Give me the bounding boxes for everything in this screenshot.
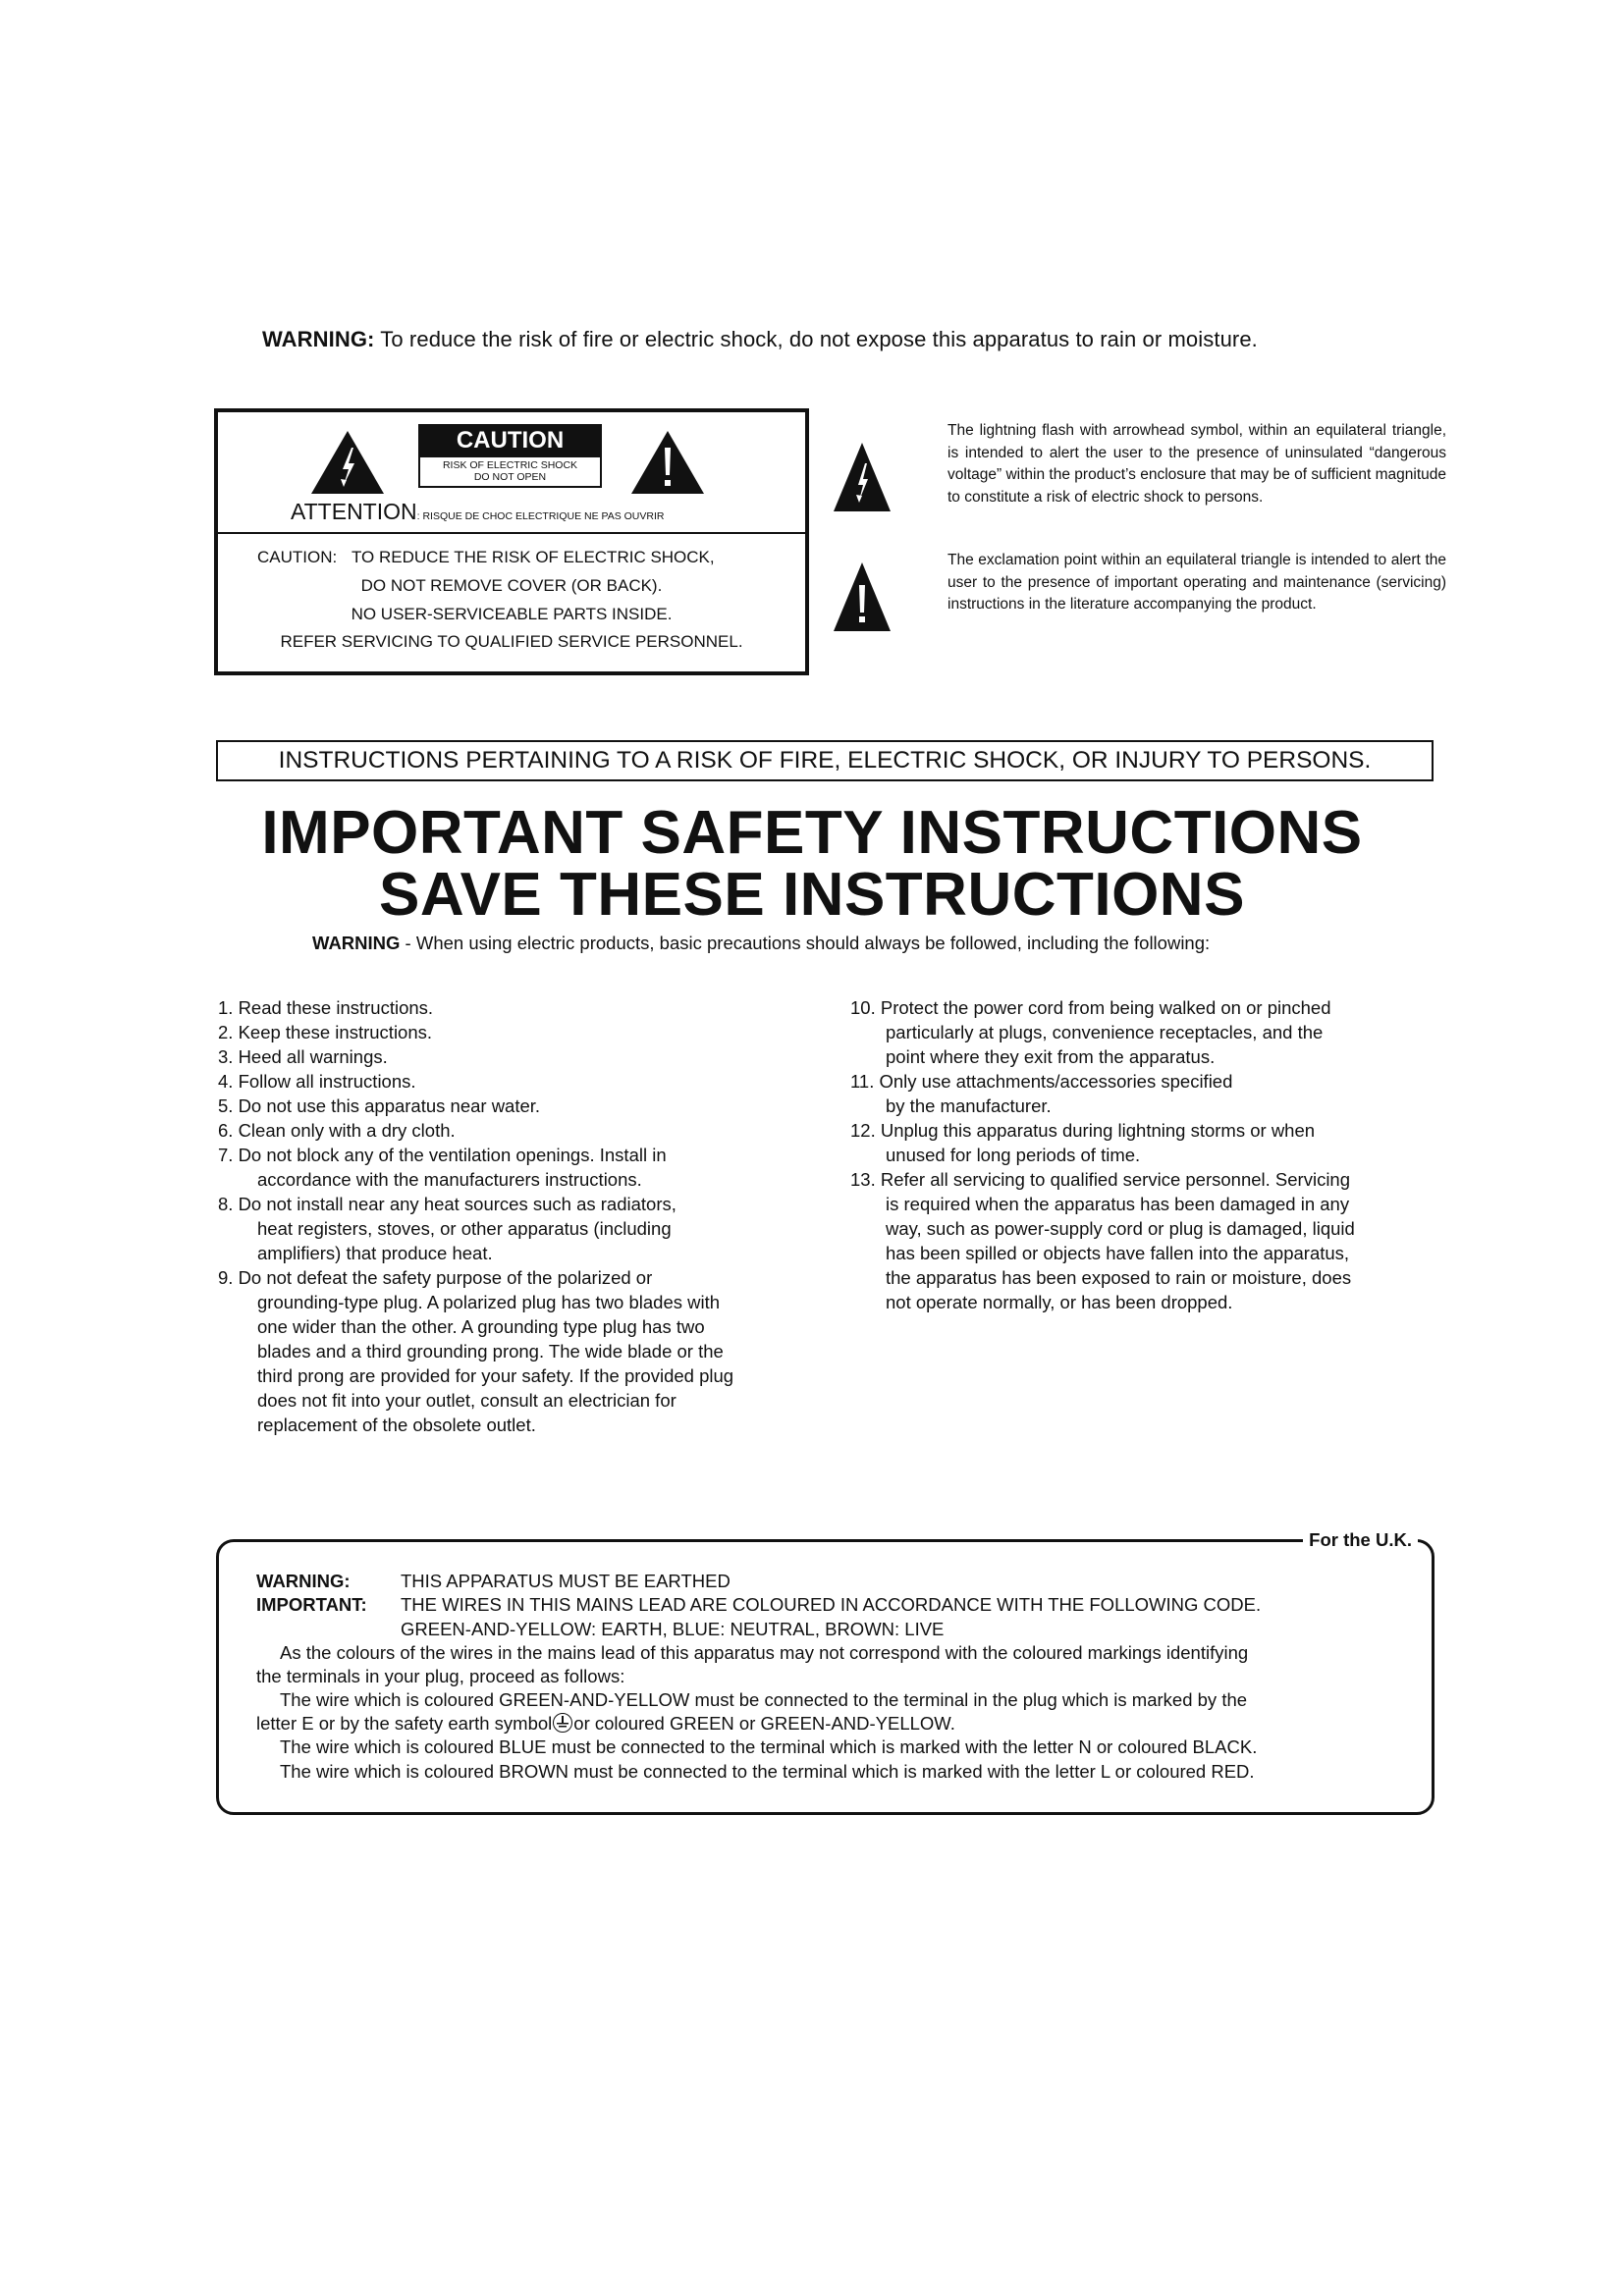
lightning-symbol-description: The lightning flash with arrowhead symbol, within an equilateral triangle, is intended to alert the user to the presence of uninsulated “dangerous voltage” within the product’s enclosure that may be of sufficient magnitude to constitute a risk of electric shock to persons. xyxy=(947,422,1446,506)
caution-sub-line2: DO NOT OPEN xyxy=(473,471,547,483)
exclamation-symbol-description: The exclamation point within an equilateral triangle is intended to alert the user to the presence of important operating and maintenance (servicing) instructions in the literature accompanying the product. xyxy=(947,552,1446,613)
list-item: 12. Unplug this apparatus during lightning storms or when xyxy=(850,1120,1316,1141)
caution-label xyxy=(418,424,602,488)
caution-line4: REFER SERVICING TO QUALIFIED SERVICE PERSONNEL. xyxy=(280,632,743,651)
list-item: 8. Do not install near any heat sources such as radiators, xyxy=(218,1194,677,1214)
exclamation-triangle-icon xyxy=(833,561,892,632)
list-item-continuation: does not fit into your outlet, consult an electrician for xyxy=(257,1390,677,1411)
uk-important-text: THE WIRES IN THIS MAINS LEAD ARE COLOURED IN ACCORDANCE WITH THE FOLLOWING CODE. xyxy=(401,1594,1262,1615)
list-item: 13. Refer all servicing to qualified service personnel. Servicing xyxy=(850,1169,1351,1190)
instructions-list-right xyxy=(850,995,1355,1314)
uk-paragraph2-pre: letter E or by the safety earth symbol xyxy=(256,1713,553,1734)
attention-line xyxy=(291,499,664,525)
list-item: 11. Only use attachments/accessories specified xyxy=(850,1071,1233,1092)
uk-wiring-box xyxy=(216,1529,1435,1815)
caution-subtitle xyxy=(418,457,602,488)
list-item-continuation: has been spilled or objects have fallen into the apparatus, xyxy=(886,1243,1350,1263)
list-item-continuation: point where they exit from the apparatus. xyxy=(886,1046,1216,1067)
uk-paragraph1-line2: the terminals in your plug, proceed as follows: xyxy=(256,1666,625,1686)
list-item: 6. Clean only with a dry cloth. xyxy=(218,1120,456,1141)
uk-paragraph4: The wire which is coloured BROWN must be connected to the terminal which is marked with the letter L or coloured RED. xyxy=(280,1761,1255,1782)
warning-line-label: WARNING xyxy=(312,933,401,953)
list-item-continuation: heat registers, stoves, or other apparatus (including xyxy=(257,1218,672,1239)
caution-line2: DO NOT REMOVE COVER (OR BACK). xyxy=(360,576,663,595)
instructions-list-left xyxy=(218,995,733,1437)
list-item-continuation: blades and a third grounding prong. The wide blade or the xyxy=(257,1341,724,1362)
list-item: 4. Follow all instructions. xyxy=(218,1071,416,1092)
caution-box xyxy=(214,408,809,675)
top-warning-label: WARNING: xyxy=(262,327,375,351)
uk-warning-label: WARNING: xyxy=(256,1571,351,1591)
list-item: 3. Heed all warnings. xyxy=(218,1046,388,1067)
page-title: IMPORTANT SAFETY INSTRUCTIONS xyxy=(261,799,1363,867)
uk-paragraph1-line1: As the colours of the wires in the mains lead of this apparatus may not correspond with the coloured markings identifying xyxy=(280,1642,1249,1663)
uk-important-line xyxy=(256,1593,1261,1617)
list-item-continuation: grounding-type plug. A polarized plug has two blades with xyxy=(257,1292,721,1312)
list-item: 5. Do not use this apparatus near water. xyxy=(218,1095,541,1116)
list-item: 1. Read these instructions. xyxy=(218,997,434,1018)
uk-paragraph2-line1: The wire which is coloured GREEN-AND-YELLOW must be connected to the terminal in the plug which is marked by the xyxy=(280,1689,1248,1710)
uk-paragraph2-post: or coloured GREEN or GREEN-AND-YELLOW. xyxy=(573,1713,955,1734)
page-subtitle: SAVE THESE INSTRUCTIONS xyxy=(379,861,1245,929)
caution-sub-line1: RISK OF ELECTRIC SHOCK xyxy=(442,459,578,471)
lightning-triangle-icon xyxy=(833,442,892,512)
caution-line3: NO USER-SERVICEABLE PARTS INSIDE. xyxy=(351,605,673,623)
list-item: 9. Do not defeat the safety purpose of the polarized or xyxy=(218,1267,653,1288)
caution-line1-text: TO REDUCE THE RISK OF ELECTRIC SHOCK, xyxy=(351,548,715,566)
caution-upper-panel xyxy=(218,412,805,534)
uk-colour-code: GREEN-AND-YELLOW: EARTH, BLUE: NEUTRAL, BROWN: LIVE xyxy=(401,1619,945,1639)
list-item-continuation: amplifiers) that produce heat. xyxy=(257,1243,493,1263)
instructions-header-box xyxy=(216,740,1434,781)
electric-shock-warning-icon xyxy=(310,430,385,495)
list-item-continuation: third prong are provided for your safety. If the provided plug xyxy=(257,1365,734,1386)
top-warning-text: To reduce the risk of fire or electric shock, do not expose this apparatus to rain or moisture. xyxy=(380,327,1258,351)
list-item-continuation: replacement of the obsolete outlet. xyxy=(257,1415,536,1435)
uk-important-label: IMPORTANT: xyxy=(256,1594,367,1615)
caution-title: CAUTION xyxy=(418,424,602,457)
list-item: 7. Do not block any of the ventilation openings. Install in xyxy=(218,1145,667,1165)
list-item-continuation: unused for long periods of time. xyxy=(886,1145,1141,1165)
list-item-continuation: is required when the apparatus has been damaged in any xyxy=(886,1194,1350,1214)
list-item-continuation: the apparatus has been exposed to rain or moisture, does xyxy=(886,1267,1352,1288)
list-item-continuation: particularly at plugs, convenience receptacles, and the xyxy=(886,1022,1324,1042)
uk-paragraph2-line2 xyxy=(256,1712,955,1735)
caution-line1 xyxy=(257,548,715,567)
list-item-continuation: way, such as power-supply cord or plug is damaged, liquid xyxy=(886,1218,1355,1239)
list-item: 2. Keep these instructions. xyxy=(218,1022,433,1042)
caution-line1-label: CAUTION: xyxy=(257,548,338,566)
uk-paragraph3: The wire which is coloured BLUE must be connected to the terminal which is marked with the letter N or coloured BLACK. xyxy=(280,1736,1258,1757)
warning-line xyxy=(312,933,1210,954)
uk-warning-line xyxy=(256,1570,731,1593)
attention-french-text: : RISQUE DE CHOC ELECTRIQUE NE PAS OUVRIR xyxy=(416,510,665,522)
list-item-continuation: by the manufacturer. xyxy=(886,1095,1052,1116)
list-item-continuation: not operate normally, or has been dropped. xyxy=(886,1292,1233,1312)
attention-label: ATTENTION xyxy=(291,499,417,524)
warning-line-text: - When using electric products, basic precautions should always be followed, including the following: xyxy=(400,933,1211,953)
earth-ground-icon xyxy=(553,1713,572,1733)
list-item-continuation: accordance with the manufacturers instructions. xyxy=(257,1169,642,1190)
instructions-header: INSTRUCTIONS PERTAINING TO A RISK OF FIRE, ELECTRIC SHOCK, OR INJURY TO PERSONS. xyxy=(278,747,1372,774)
list-item-continuation: one wider than the other. A grounding type plug has two xyxy=(257,1316,705,1337)
uk-label: For the U.K. xyxy=(1303,1528,1418,1552)
exclamation-warning-icon xyxy=(630,430,705,495)
list-item: 10. Protect the power cord from being walked on or pinched xyxy=(850,997,1331,1018)
top-warning xyxy=(262,327,1258,352)
uk-warning-text: THIS APPARATUS MUST BE EARTHED xyxy=(401,1571,731,1591)
